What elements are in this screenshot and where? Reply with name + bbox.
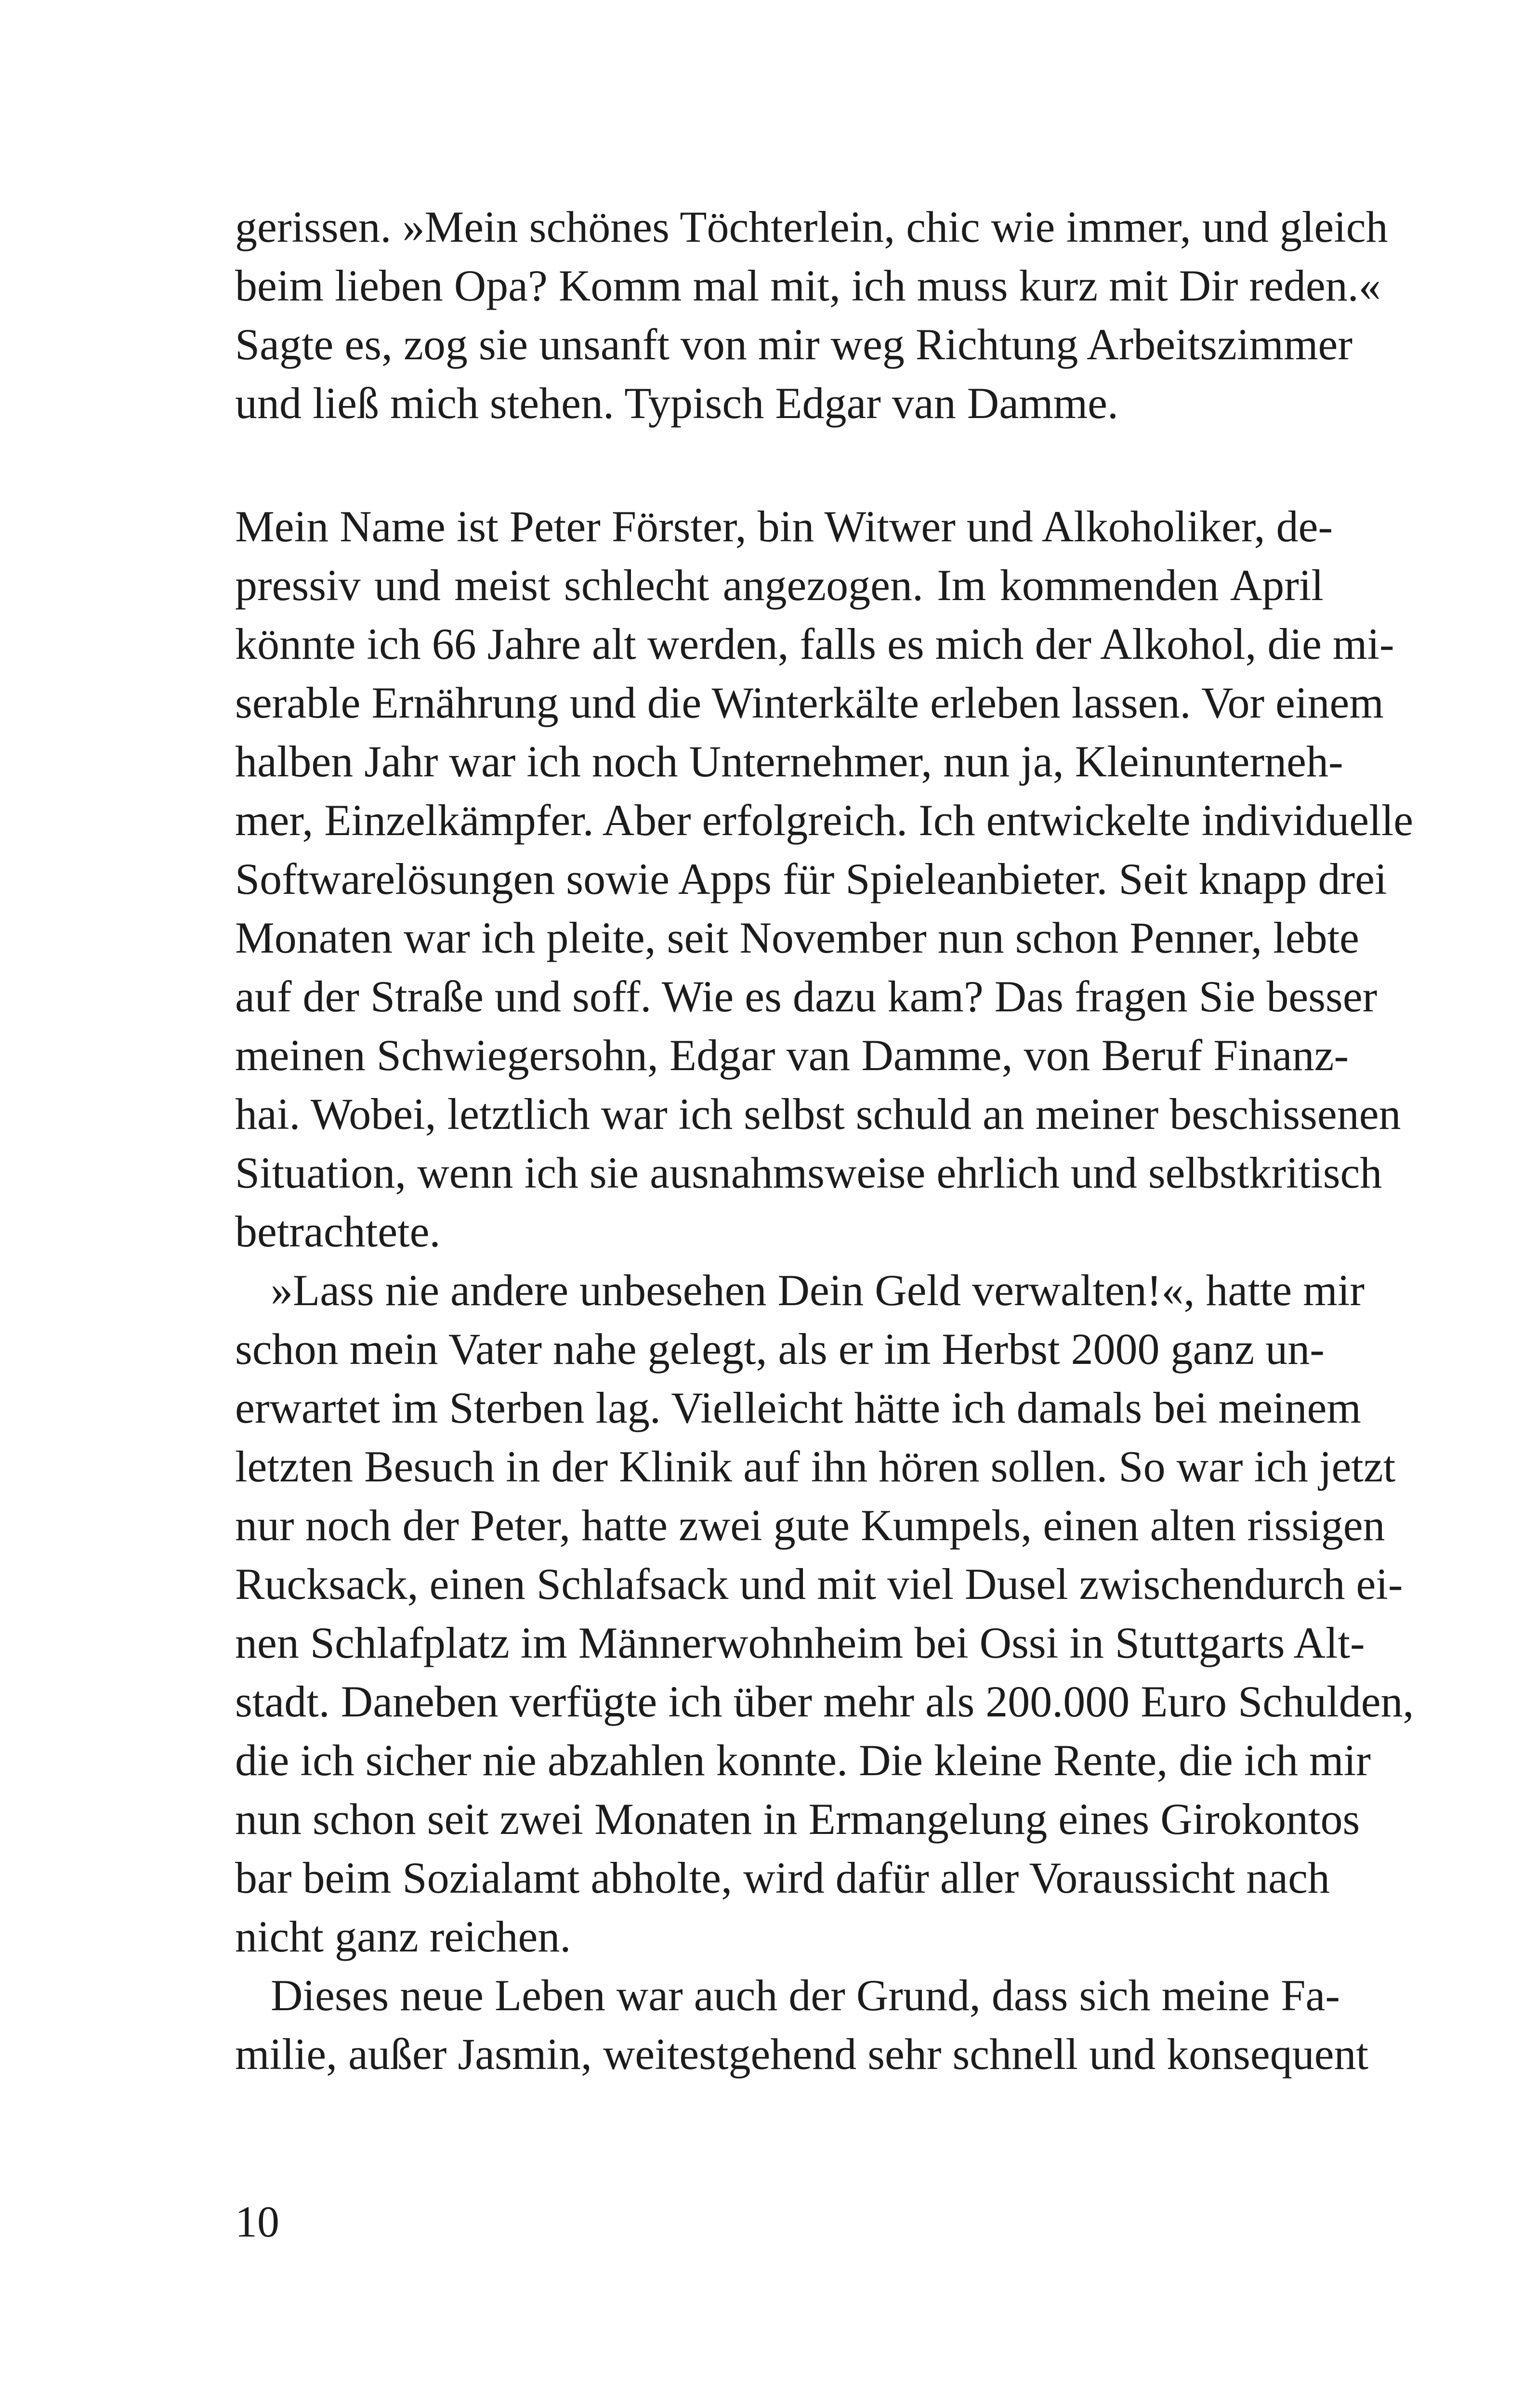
- text-line: serable Ernährung und die Winterkälte erleben lassen. Vor einem: [235, 678, 1384, 727]
- text-line: »Lass nie andere unbesehen Dein Geld verwalten!«, hatte mir: [271, 1266, 1365, 1315]
- text-line: mer, Einzelkämpfer. Aber erfolgreich. Ich entwickelte individuelle: [235, 796, 1414, 845]
- text-line: erwartet im Sterben lag. Vielleicht hätte ich damals bei meinem: [235, 1383, 1361, 1432]
- text-line: meinen Schwiegersohn, Edgar van Damme, von Beruf Finanz-: [235, 1031, 1349, 1080]
- text-line: die ich sicher nie abzahlen konnte. Die kleine Rente, die ich mir: [235, 1736, 1371, 1785]
- text-line: Softwarelösungen sowie Apps für Spieleanbieter. Seit knapp drei: [235, 854, 1387, 903]
- text-line: pressiv und meist schlecht angezogen. Im kommenden April: [235, 561, 1324, 610]
- text-line: auf der Straße und soff. Wie es dazu kam? Das fragen Sie besser: [235, 972, 1378, 1021]
- text-line: halben Jahr war ich noch Unternehmer, nun ja, Kleinunterneh-: [235, 737, 1343, 786]
- text-line: Situation, wenn ich sie ausnahmsweise ehrlich und selbstkritisch: [235, 1148, 1382, 1197]
- text-line: könnte ich 66 Jahre alt werden, falls es mich der Alkohol, die mi-: [235, 619, 1394, 668]
- text-line: Mein Name ist Peter Förster, bin Witwer und Alkoholiker, de-: [235, 502, 1333, 551]
- text-line: und ließ mich stehen. Typisch Edgar van Damme.: [235, 379, 1118, 428]
- text-line: bar beim Sozialamt abholte, wird dafür aller Voraussicht nach: [235, 1853, 1330, 1902]
- page-number: 10: [235, 2197, 279, 2246]
- text-line: Sagte es, zog sie unsanft von mir weg Richtung Arbeitszimmer: [235, 320, 1352, 369]
- text-line: hai. Wobei, letztlich war ich selbst schuld an meiner beschissenen: [235, 1089, 1401, 1139]
- text-line: gerissen. »Mein schönes Töchterlein, chic wie immer, und gleich: [235, 202, 1388, 251]
- text-line: nun schon seit zwei Monaten in Ermangelung eines Girokontos: [235, 1794, 1360, 1844]
- text-line: beim lieben Opa? Komm mal mit, ich muss kurz mit Dir reden.«: [235, 261, 1381, 310]
- text-line: stadt. Daneben verfügte ich über mehr als 200.000 Euro Schulden,: [235, 1677, 1414, 1726]
- text-line: nen Schlafplatz im Männerwohnheim bei Ossi in Stuttgarts Alt-: [235, 1618, 1365, 1667]
- text-line: Rucksack, einen Schlafsack und mit viel Dusel zwischendurch ei-: [235, 1559, 1403, 1609]
- text-line: betrachtete.: [235, 1207, 441, 1256]
- text-line: nur noch der Peter, hatte zwei gute Kumpels, einen alten rissigen: [235, 1501, 1385, 1550]
- text-line: milie, außer Jasmin, weitestgehend sehr schnell und konsequent: [235, 2029, 1369, 2079]
- text-line: Monaten war ich pleite, seit November nun schon Penner, lebte: [235, 913, 1359, 962]
- text-line: nicht ganz reichen.: [235, 1912, 571, 1961]
- text-line: schon mein Vater nahe gelegt, als er im Herbst 2000 ganz un-: [235, 1324, 1325, 1374]
- text-line: Dieses neue Leben war auch der Grund, dass sich meine Fa-: [271, 1971, 1340, 2020]
- text-line: letzten Besuch in der Klinik auf ihn hören sollen. So war ich jetzt: [235, 1442, 1396, 1491]
